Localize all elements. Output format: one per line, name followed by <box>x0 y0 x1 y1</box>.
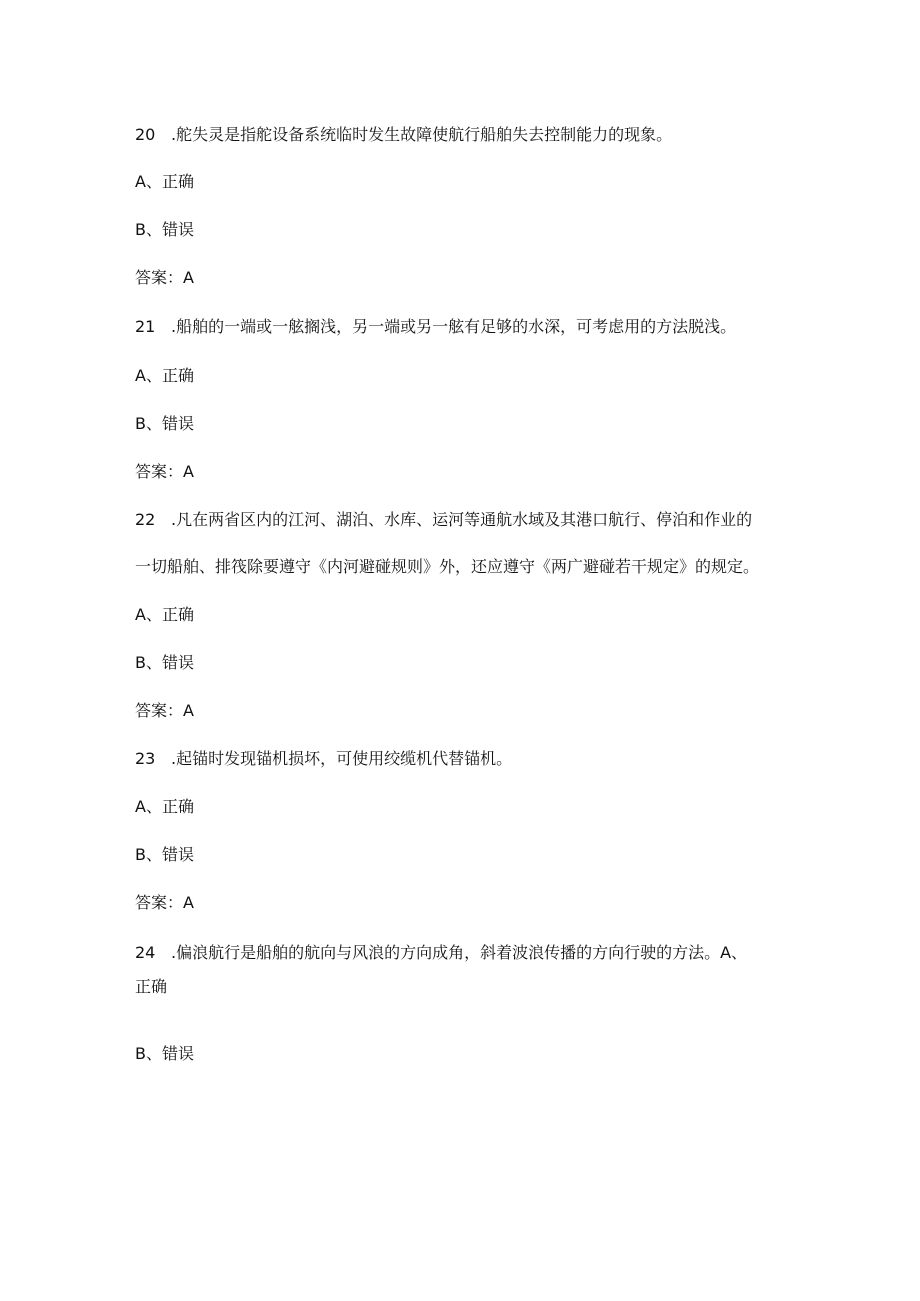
option-b: B、错误 <box>135 653 194 672</box>
question-text: .船舶的一端或一舷搁浅，另一端或另一舷有足够的水深，可考虑用的方法脱浅。 <box>171 317 737 336</box>
question-number: 22 <box>135 510 156 529</box>
question-22 <box>135 510 752 530</box>
question-number: 20 <box>135 125 156 144</box>
option-a: A、正确 <box>135 172 194 191</box>
answer: 答案：A <box>135 462 194 481</box>
answer: 答案：A <box>135 268 194 287</box>
question-21 <box>135 317 736 337</box>
question-text: .偏浪航行是船舶的航向与风浪的方向成角，斜着波浪传播的方向行驶的方法。A、 <box>171 943 748 962</box>
option-b: B、错误 <box>135 220 194 239</box>
question-23 <box>135 749 512 769</box>
option-a: A、正确 <box>135 366 194 385</box>
question-number: 24 <box>135 943 156 962</box>
question-text-continued: 一切船舶、排筏除要遵守《内河避碰规则》外，还应遵守《两广避碰若干规定》的规定。 <box>135 557 760 576</box>
option-a: A、正确 <box>135 605 194 624</box>
option-b: B、错误 <box>135 845 194 864</box>
question-text: .凡在两省区内的江河、湖泊、水库、运河等通航水域及其港口航行、停泊和作业的 <box>171 510 753 529</box>
question-text: .舵失灵是指舵设备系统临时发生故障使航行船舶失去控制能力的现象。 <box>171 125 673 144</box>
option-b: B、错误 <box>135 414 194 433</box>
option-b: B、错误 <box>135 1044 194 1063</box>
question-text-continued: 正确 <box>135 977 168 996</box>
question-24 <box>135 943 747 963</box>
question-20 <box>135 125 672 145</box>
question-number: 21 <box>135 317 156 336</box>
question-text: .起锚时发现锚机损坏，可使用绞缆机代替锚机。 <box>171 749 513 768</box>
option-a: A、正确 <box>135 797 194 816</box>
answer: 答案：A <box>135 701 194 720</box>
answer: 答案：A <box>135 893 194 912</box>
question-number: 23 <box>135 749 156 768</box>
